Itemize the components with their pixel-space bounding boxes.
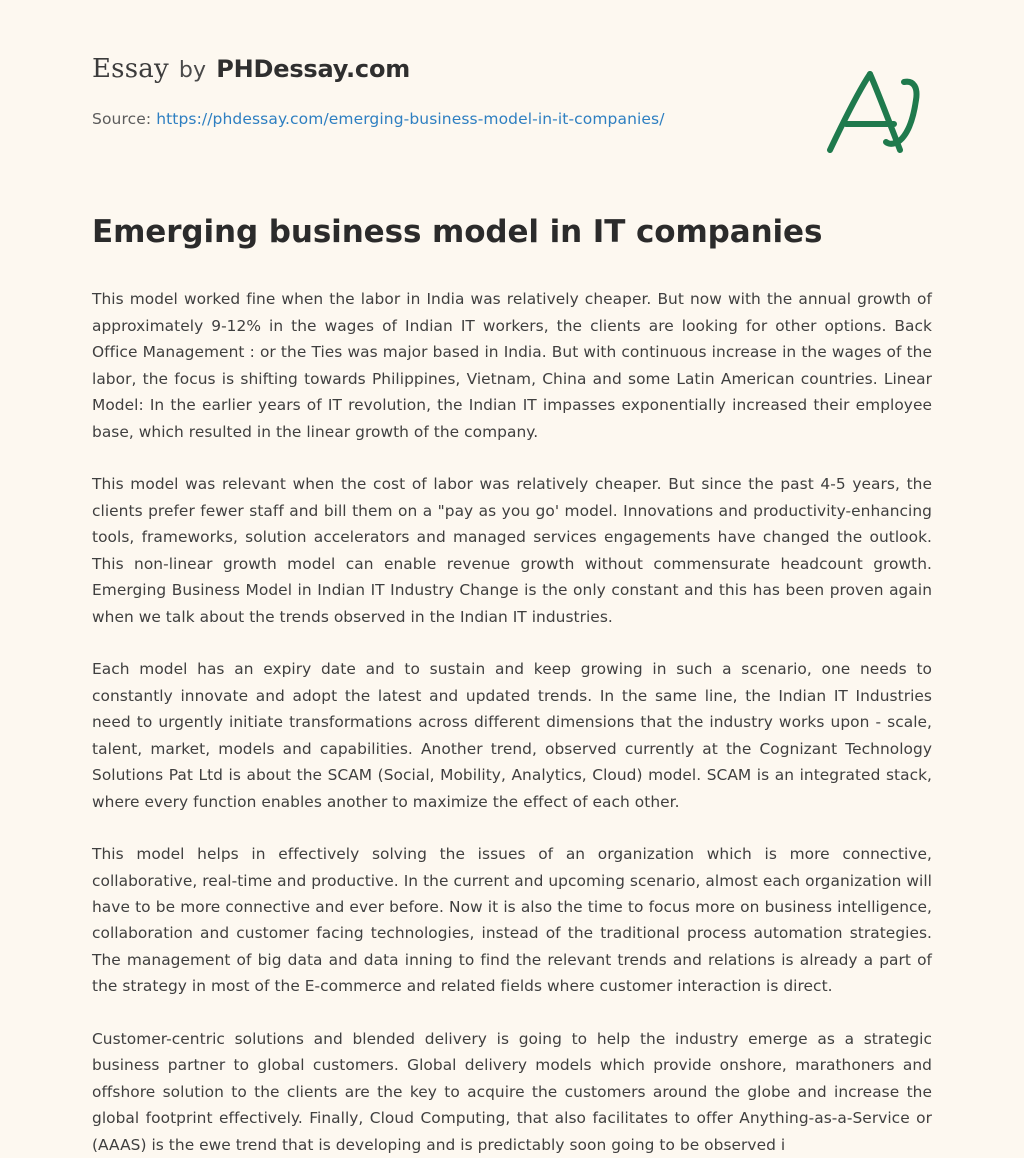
paragraph: Each model has an expiry date and to sustain and keep growing in such a scenario, one needs to constantly innovate and adopt the latest and updated trends. In the same line, the Indian IT Industries need to urgently initiate transformations across different dimensions that the industry works upon - scale, talent, market, models and capabilities. Another trend, observed currently at the Cognizant Technology Solutions Pat Ltd is about the SCAM (Social, Mobility, Analytics, Cloud) model. SCAM is an integrated stack, where every function enables another to maximize the effect of each other. bbox=[92, 660, 932, 811]
brand-logo-a-icon bbox=[818, 66, 928, 158]
source-url-link[interactable]: https://phdessay.com/emerging-business-model-in-it-companies/ bbox=[156, 110, 665, 128]
paragraph: This model helps in effectively solving the issues of an organization which is more connective, collaborative, real-time and productive. In the current and upcoming scenario, almost each organization will have to be more connective and ever before. Now it is also the time to focus more on business intelligence, collaboration and customer facing technologies, instead of the traditional process automation strategies. The management of big data and data inning to find the relevant trends and relations is already a part of the strategy in most of the E-commerce and related fields where customer interaction is direct. bbox=[92, 845, 932, 996]
article-body bbox=[92, 286, 932, 1158]
masthead bbox=[92, 54, 932, 84]
source-line bbox=[92, 110, 932, 128]
masthead-by-label: by bbox=[178, 58, 207, 83]
paragraph: This model was relevant when the cost of labor was relatively cheaper. But since the past 4-5 years, the clients prefer fewer staff and bill them on a "pay as you go' model. Innovations and productivity-enhancing tools, frameworks, solution accelerators and managed services engagements have changed the outlook. This non-linear growth model can enable revenue growth without commensurate headcount growth. Emerging Business Model in Indian IT Industry Change is the only constant and this has been proven again when we talk about the trends observed in the Indian IT industries. bbox=[92, 475, 932, 626]
page-title: Emerging business model in IT companies bbox=[92, 214, 823, 250]
source-label: Source: bbox=[92, 110, 152, 128]
masthead-brand-label: PHDessay.com bbox=[216, 55, 411, 83]
paragraph: This model worked fine when the labor in India was relatively cheaper. But now with the annual growth of approximately 9-12% in the wages of Indian IT workers, the clients are looking for other options. Back Office Management : or the Ties was major based in India. But with continuous increase in the wages of the labor, the focus is shifting towards Philippines, Vietnam, China and some Latin American countries. Linear Model: In the earlier years of IT revolution, the Indian IT impasses exponentially increased their employee base, which resulted in the linear growth of the company. bbox=[92, 290, 932, 441]
paragraph: Customer-centric solutions and blended delivery is going to help the industry emerge as a strategic business partner to global customers. Global delivery models which provide onshore, marathoners and offshore solution to the clients are the key to acquire the customers around the globe and increase the global footprint effectively. Finally, Cloud Computing, that also facilitates to offer Anything-as-a-Service or (AAAS) is the ewe trend that is developing and is predictably soon going to be observed i bbox=[92, 1029, 932, 1154]
masthead-essay-label: Essay bbox=[92, 54, 169, 84]
